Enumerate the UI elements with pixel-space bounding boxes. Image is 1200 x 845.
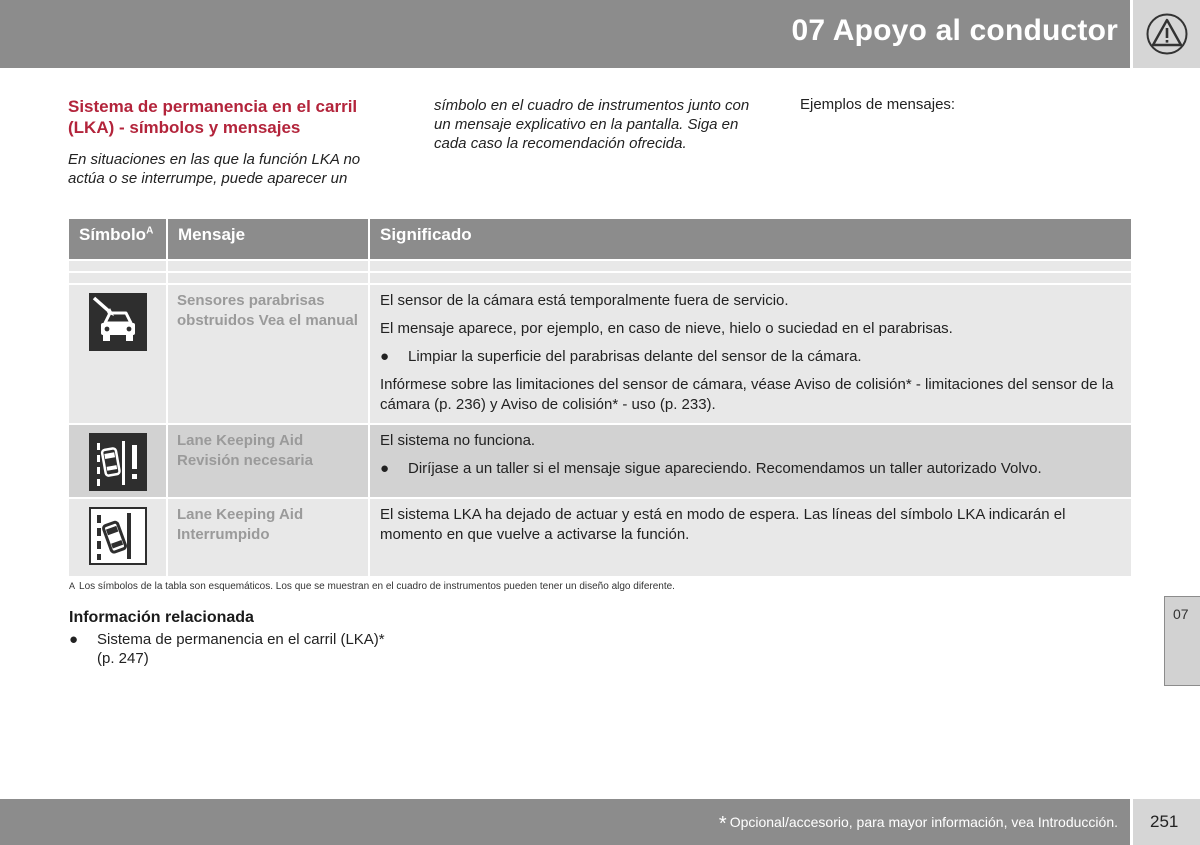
message-cell: Lane Keeping Aid Revisión necesaria: [167, 424, 369, 498]
chapter-title: 07 Apoyo al conductor: [791, 14, 1118, 47]
table-row: [69, 498, 1131, 576]
message-cell: Lane Keeping Aid Interrumpido: [167, 498, 369, 576]
bullet-dot: ●: [380, 460, 390, 477]
meaning-bullet: ● Limpiar la superficie del parabrisas delante del sensor de la cámara.: [380, 348, 862, 365]
table-spacer-row: [69, 272, 1131, 284]
related-info-title: Información relacionada: [69, 609, 254, 626]
bullet-dot: ●: [69, 631, 79, 648]
meaning-line: El sensor de la cámara está temporalmente fuera de servicio.: [380, 292, 789, 309]
examples-label: Ejemplos de mensajes:: [800, 96, 956, 113]
page-number: 251: [1150, 812, 1179, 831]
table-row: [69, 284, 1131, 424]
section-title: Sistema de permanencia en el carril (LKA) - símbolos y mensajes: [68, 97, 358, 137]
meaning-cell: [369, 498, 1131, 576]
meaning-cell: [369, 284, 1131, 424]
footer-note: * Opcional/accesorio, para mayor información, vea Introducción.: [718, 813, 1118, 835]
table-row: [69, 424, 1131, 498]
lane-keeping-interrupted-icon: [89, 507, 147, 565]
meaning-line: El sistema LKA ha dejado de actuar y está en modo de espera. Las líneas del símbolo LKA indicarán el momento en que vuelve a activarse la función.: [380, 506, 1066, 543]
bullet-dot: ●: [380, 348, 390, 365]
windscreen-sensor-icon: [89, 293, 147, 351]
meaning-line: El mensaje aparece, por ejemplo, en caso de nieve, hielo o suciedad en el parabrisas.: [380, 320, 953, 337]
table-footnote: A Los símbolos de la tabla son esquemáticos. Los que se muestran en el cuadro de instrumentos pueden tener un diseño algo diferente.: [69, 581, 675, 592]
symbol-cell: [69, 498, 167, 576]
table-spacer-row: [69, 260, 1131, 272]
intro-text-col1: En situaciones en las que la función LKA no actúa o se interrumpe, puede aparecer un: [68, 151, 361, 187]
meaning-cell: [369, 424, 1131, 498]
lane-keeping-service-icon: [89, 433, 147, 491]
table-header-row: [69, 219, 1131, 260]
related-link[interactable]: ● Sistema de permanencia en el carril (LKA)* (p. 247): [69, 631, 385, 667]
meaning-line: Infórmese sobre las limitaciones del sensor de cámara, véase Aviso de colisión* - limitaciones del sensor de la cámara (p. 236) y Aviso de colisión* - uso (p. 233).: [380, 376, 1114, 413]
header-meaning: Significado: [369, 219, 1131, 260]
header-message: Mensaje: [167, 219, 369, 260]
messages-table: [69, 219, 1131, 576]
meaning-line: El sistema no funciona.: [380, 432, 536, 449]
message-cell: Sensores parabrisas obstruidos Vea el manual: [167, 284, 369, 424]
header-symbol: Símbolo$^A$: [69, 219, 167, 260]
meaning-bullet: ● Diríjase a un taller si el mensaje sigue apareciendo. Recomendamos un taller autorizado Volvo.: [380, 460, 1042, 477]
chapter-side-tab: 07: [1164, 596, 1200, 686]
intro-text-col2: símbolo en el cuadro de instrumentos junto con un mensaje explicativo en la pantalla. Siga en cada caso la recomendación ofrecida.: [434, 97, 750, 152]
chapter-icon-box: [1133, 0, 1200, 68]
symbol-cell: [69, 424, 167, 498]
warning-triangle-icon: [1146, 13, 1188, 55]
symbol-cell: [69, 284, 167, 424]
